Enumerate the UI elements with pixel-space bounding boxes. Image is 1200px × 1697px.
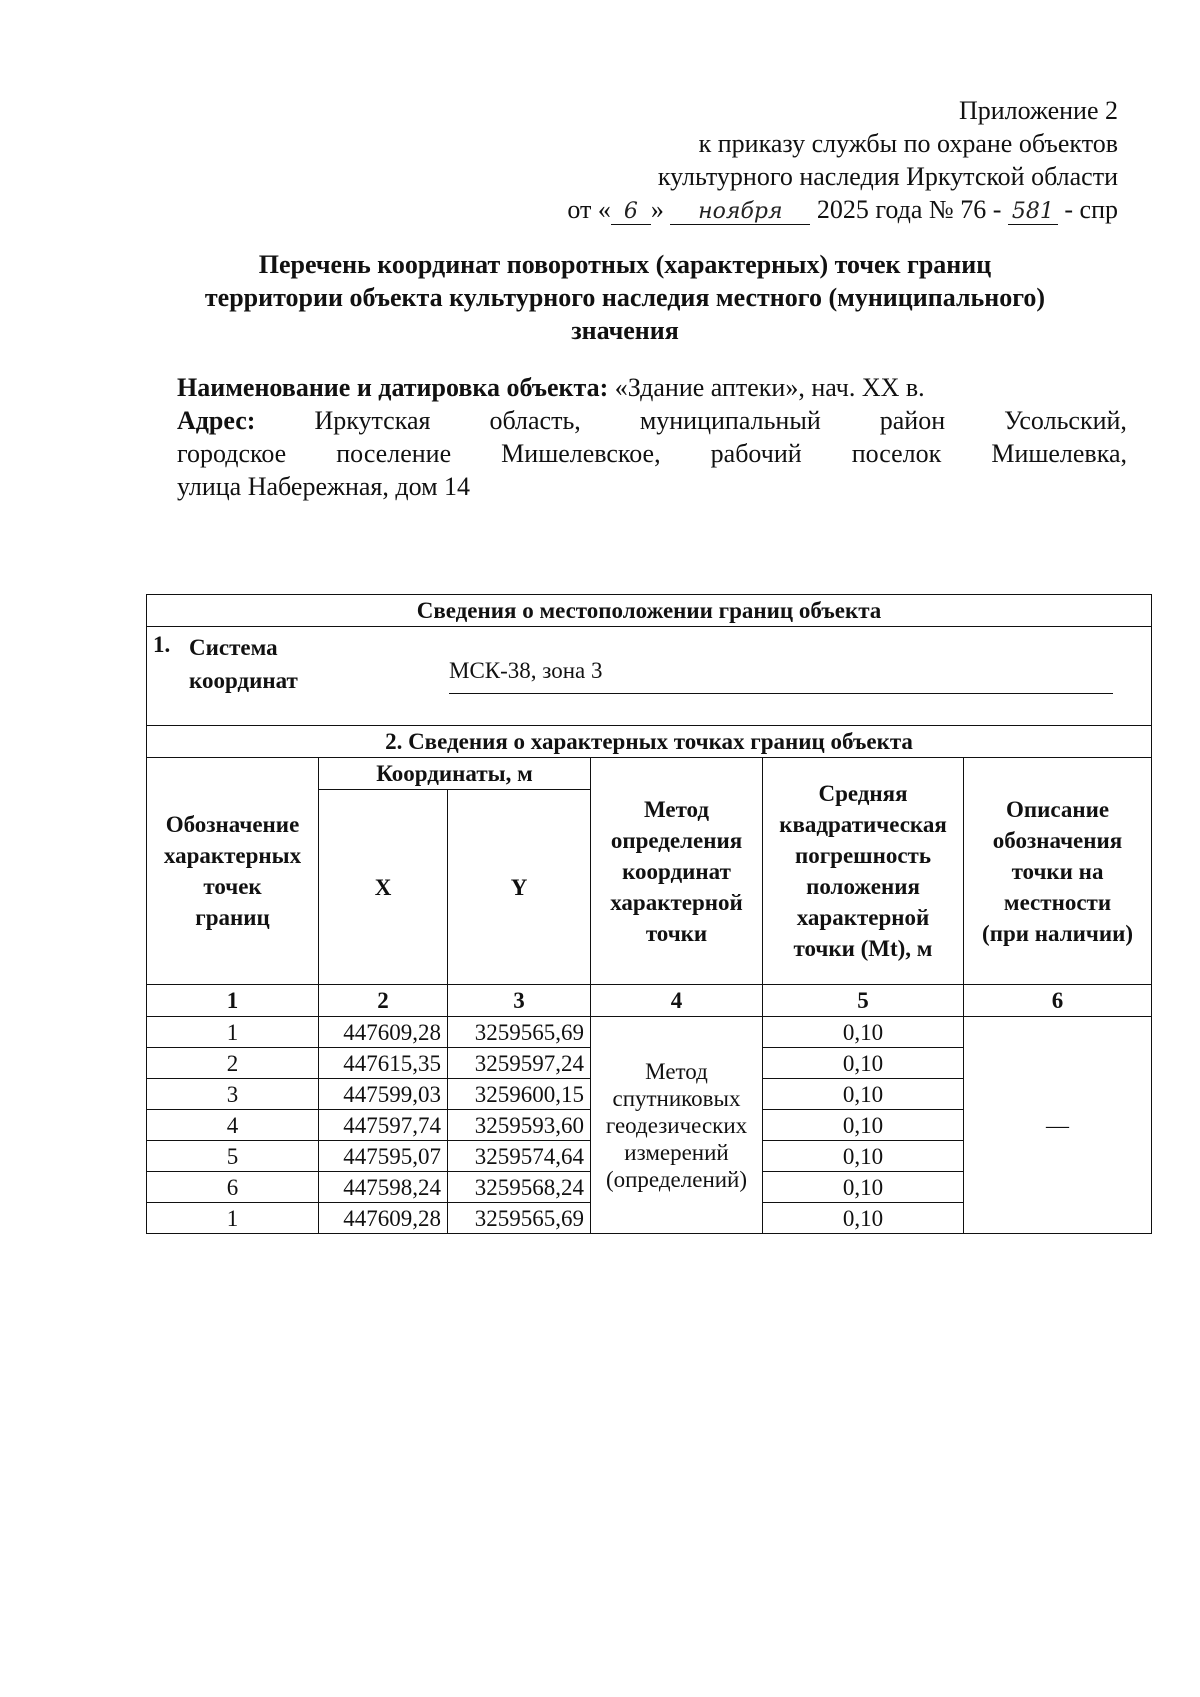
- column-header-y: Y: [448, 790, 591, 985]
- appendix-date-line: [567, 193, 1118, 226]
- header-text: положения: [806, 874, 920, 899]
- points-section-title: 2. Сведения о характерных точках границ объекта: [147, 726, 1152, 758]
- handwritten-order-number: 581: [1008, 200, 1058, 225]
- point-y: 3259600,15: [448, 1079, 591, 1110]
- column-number: 4: [591, 985, 763, 1017]
- title-line-2: территории объекта культурного наследия местного (муниципального): [204, 283, 1046, 312]
- header-text: квадратическая: [779, 812, 947, 837]
- header-text: Метод: [643, 796, 710, 822]
- column-number-row: [147, 985, 1152, 1017]
- point-x: 447598,24: [319, 1172, 448, 1203]
- boundary-coordinates-table: [146, 594, 1152, 1234]
- header-text: границ: [195, 905, 270, 930]
- point-mt: 0,10: [763, 1172, 964, 1203]
- date-close: »: [650, 195, 664, 224]
- point-mt: 0,10: [763, 1079, 964, 1110]
- column-header-error: [763, 758, 964, 985]
- address-word: Иркутская: [314, 406, 431, 435]
- address-line-3: улица Набережная, дом 14: [177, 472, 471, 501]
- system-label-line: координат: [189, 668, 298, 693]
- object-info: [177, 371, 1127, 503]
- method-text: спутниковых: [612, 1085, 741, 1111]
- column-number: 1: [147, 985, 319, 1017]
- point-x: 447609,28: [319, 1203, 448, 1234]
- column-header-description: [964, 758, 1152, 985]
- object-name-value: «Здание аптеки», нач. XX в.: [614, 373, 925, 402]
- point-id: 2: [147, 1048, 319, 1079]
- description-cell: —: [964, 1017, 1152, 1234]
- title-line-1: Перечень координат поворотных (характерных) точек границ: [258, 250, 992, 279]
- column-number: 3: [448, 985, 591, 1017]
- header-text: характерных: [163, 843, 302, 868]
- column-header-method: [591, 758, 763, 985]
- point-mt: 0,10: [763, 1141, 964, 1172]
- header-text: обозначения: [992, 827, 1123, 853]
- column-header-coordinates: Координаты, м: [319, 758, 591, 790]
- system-label-line: Система: [189, 635, 278, 660]
- system-number: 1.: [153, 632, 171, 657]
- header-text: точек: [203, 874, 262, 899]
- point-mt: 0,10: [763, 1017, 964, 1048]
- coordinate-system-row: [147, 627, 1152, 726]
- header-text: точки (Mt), м: [793, 936, 933, 961]
- address-word: рабочий: [710, 439, 802, 468]
- address-word: поселение: [336, 439, 452, 468]
- method-text: Метод: [645, 1058, 708, 1084]
- point-id: 6: [147, 1172, 319, 1203]
- address-line-1: [177, 404, 1127, 437]
- point-y: 3259565,69: [448, 1203, 591, 1234]
- address-label: Адрес:: [177, 406, 256, 435]
- point-mt: 0,10: [763, 1110, 964, 1141]
- point-y: 3259568,24: [448, 1172, 591, 1203]
- point-x: 447599,03: [319, 1079, 448, 1110]
- column-header-x: X: [319, 790, 448, 985]
- year-text: 2025 года № 76 -: [816, 195, 1002, 224]
- point-id: 4: [147, 1110, 319, 1141]
- column-header-designation: [147, 758, 319, 985]
- address-word: поселок: [851, 439, 942, 468]
- header-text: характерной: [796, 905, 930, 930]
- title-line-3: значения: [571, 316, 679, 345]
- section-title: Сведения о местоположении границ объекта: [147, 595, 1152, 627]
- point-x: 447609,28: [319, 1017, 448, 1048]
- address-line-2: [177, 437, 1127, 470]
- point-y: 3259565,69: [448, 1017, 591, 1048]
- header-text: погрешность: [794, 843, 932, 868]
- underline-rule: [449, 693, 1113, 694]
- header-text: координат: [622, 858, 731, 884]
- header-text: точки на: [1011, 858, 1104, 884]
- header-text: Средняя: [818, 781, 908, 806]
- date-prefix: от «: [567, 195, 611, 224]
- point-id: 5: [147, 1141, 319, 1172]
- method-cell: [591, 1017, 763, 1234]
- table-row: [147, 1017, 1152, 1048]
- header-text: местности: [1003, 889, 1112, 915]
- appendix-order-ref: к приказу службы по охране объектов: [698, 129, 1118, 158]
- header-text: Описание: [1005, 796, 1110, 822]
- address-word: муниципальный: [639, 406, 821, 435]
- point-x: 447595,07: [319, 1141, 448, 1172]
- method-text: геодезических: [605, 1112, 748, 1138]
- document-title: [150, 248, 1100, 347]
- appendix-title: Приложение 2: [958, 96, 1118, 125]
- system-value: МСК-38, зона 3: [449, 658, 603, 683]
- point-y: 3259597,24: [448, 1048, 591, 1079]
- point-y: 3259574,64: [448, 1141, 591, 1172]
- column-number: 2: [319, 985, 448, 1017]
- object-name-label: Наименование и датировка объекта:: [177, 373, 609, 402]
- handwritten-month: ноября: [670, 200, 810, 225]
- address-word: городское: [177, 439, 287, 468]
- address-word: область,: [489, 406, 581, 435]
- address-word: Мишелевское,: [501, 439, 661, 468]
- order-suffix: - спр: [1064, 195, 1118, 224]
- point-x: 447597,74: [319, 1110, 448, 1141]
- point-id: 3: [147, 1079, 319, 1110]
- method-text: измерений: [624, 1139, 729, 1165]
- point-y: 3259593,60: [448, 1110, 591, 1141]
- address-word: район: [879, 406, 946, 435]
- system-label: [189, 631, 298, 697]
- object-name-line: [177, 371, 1127, 404]
- point-mt: 0,10: [763, 1203, 964, 1234]
- point-id: 1: [147, 1203, 319, 1234]
- header-text: характерной: [610, 889, 743, 915]
- address-word: Мишелевка,: [991, 439, 1127, 468]
- header-text: точки: [645, 920, 708, 946]
- header-text: (при наличии): [982, 920, 1133, 946]
- address-word: Усольский,: [1004, 406, 1127, 435]
- point-id: 1: [147, 1017, 319, 1048]
- point-mt: 0,10: [763, 1048, 964, 1079]
- header-text: определения: [610, 827, 743, 853]
- column-number: 6: [964, 985, 1152, 1017]
- header-text: Обозначение: [165, 812, 300, 837]
- column-number: 5: [763, 985, 964, 1017]
- method-text: (определений): [605, 1166, 748, 1192]
- point-x: 447615,35: [319, 1048, 448, 1079]
- appendix-authority: культурного наследия Иркутской области: [657, 162, 1118, 191]
- appendix-header: [567, 94, 1118, 226]
- handwritten-day: 6: [611, 200, 651, 225]
